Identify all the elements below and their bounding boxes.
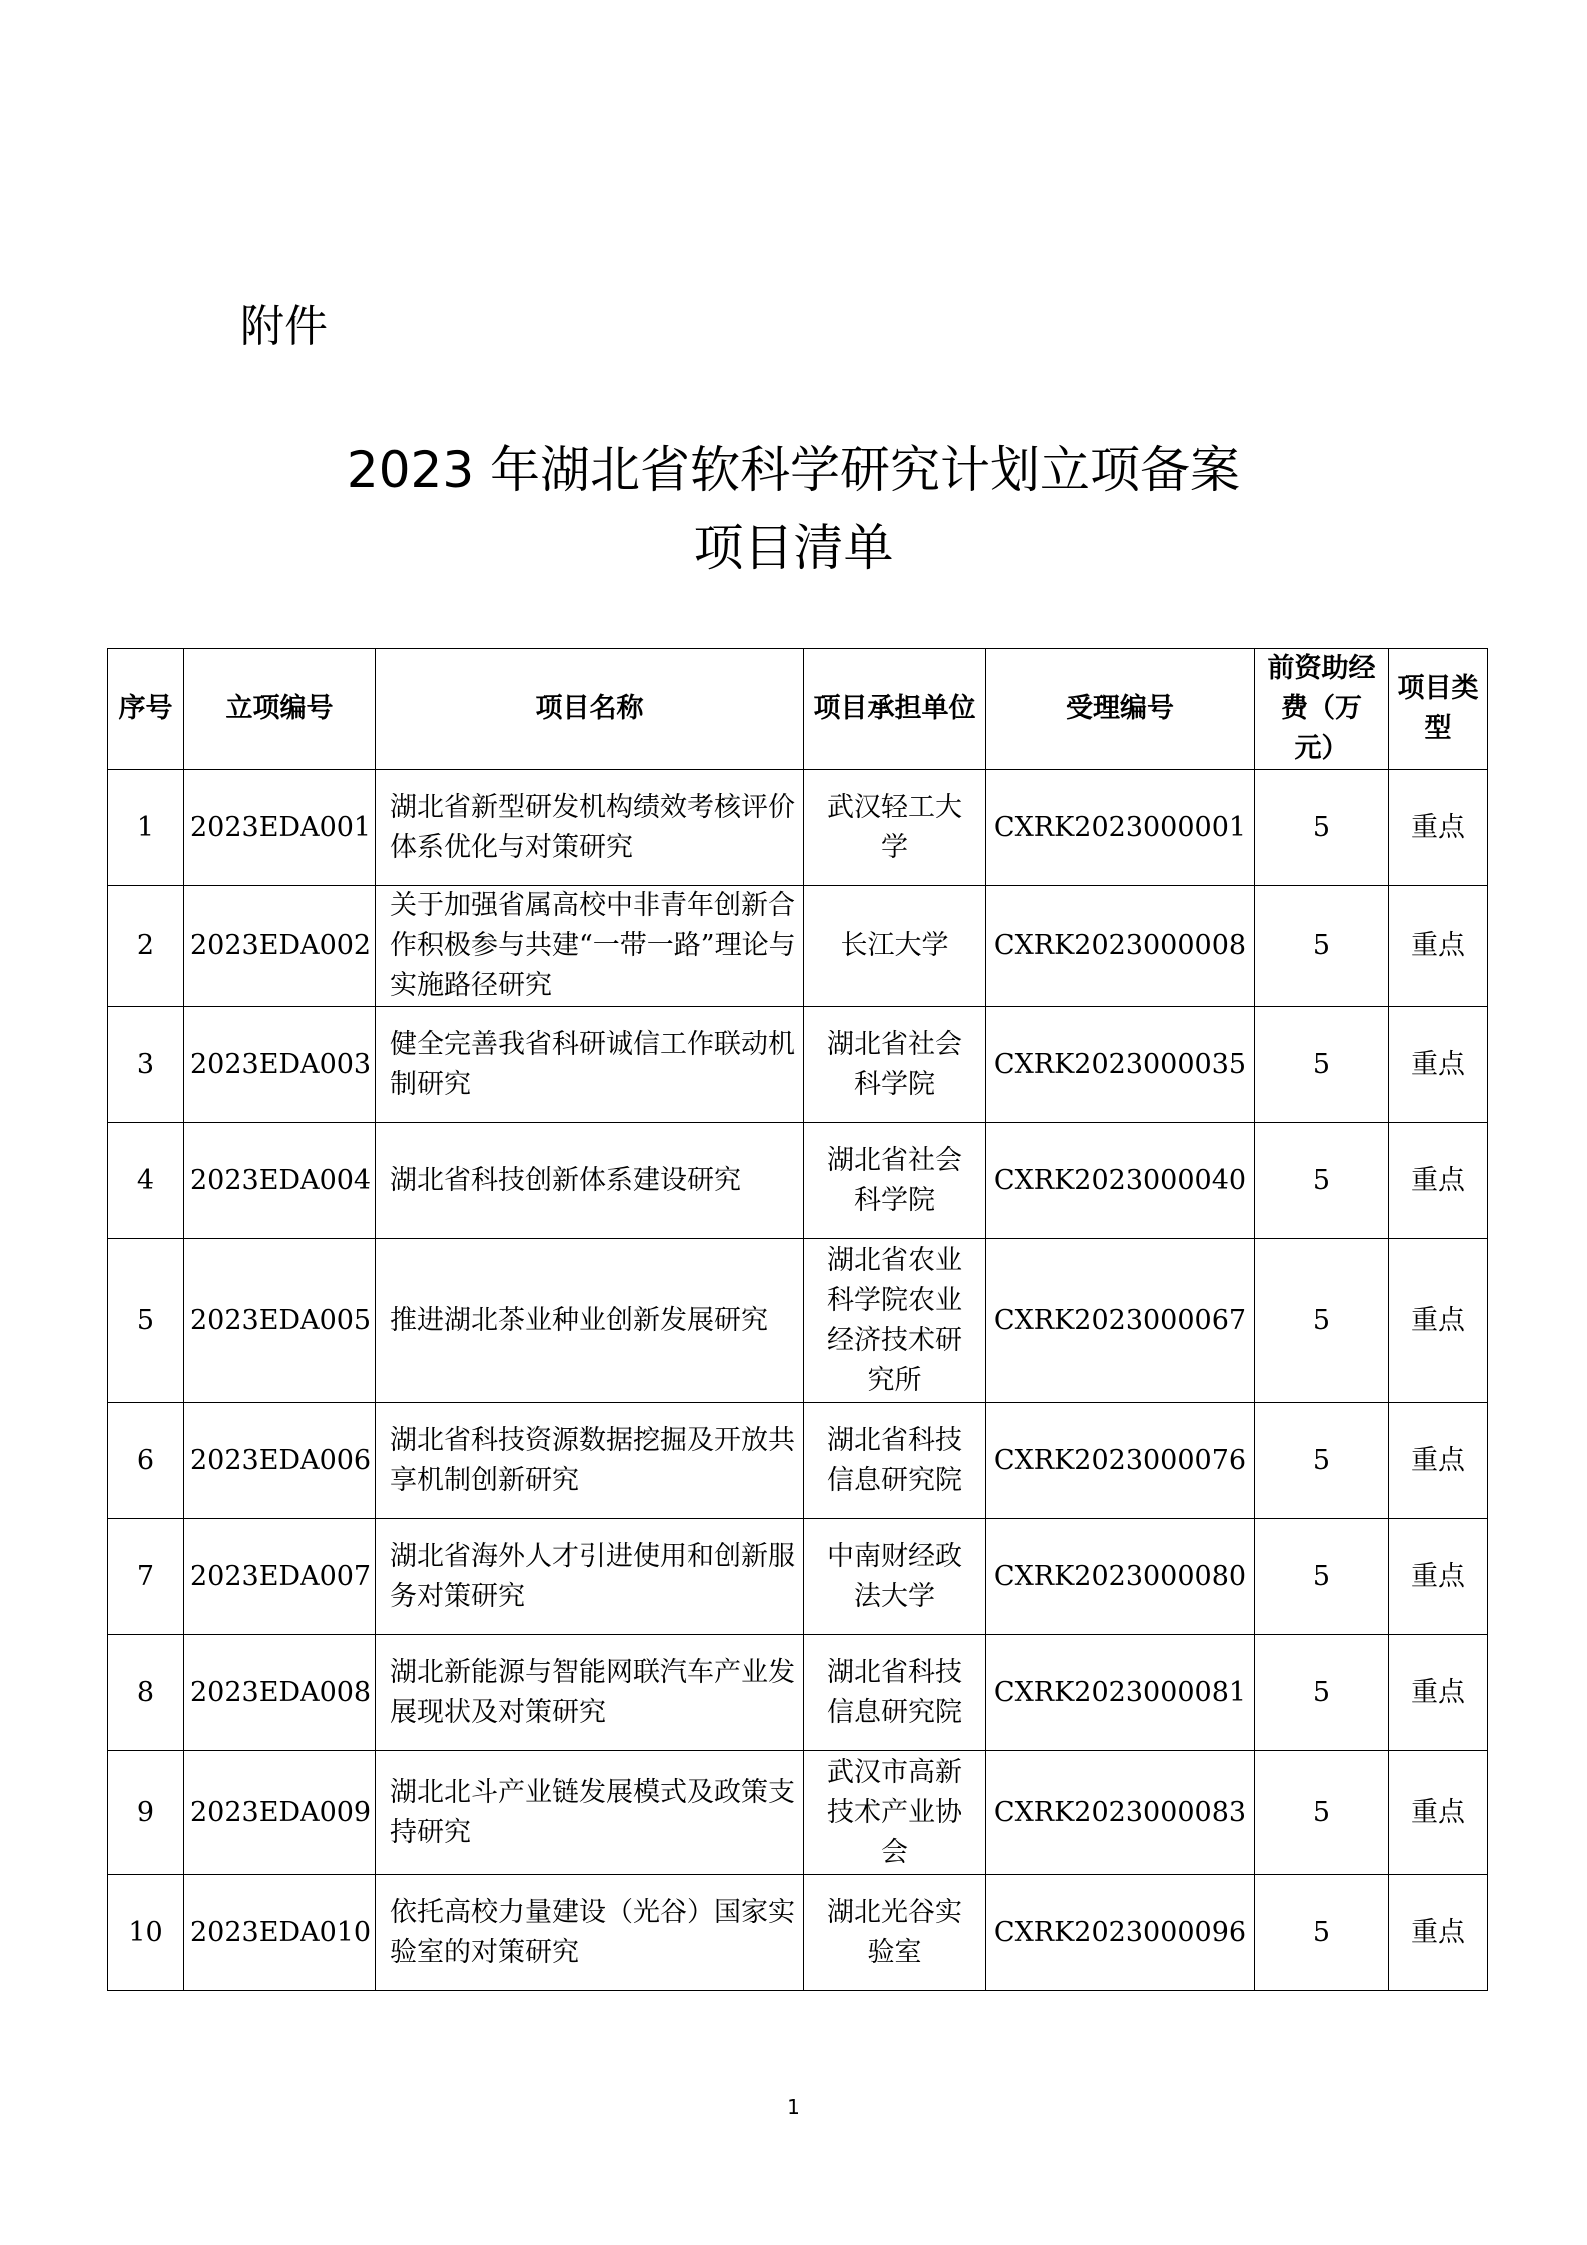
cell-unit: 中南财经政法大学	[804, 1519, 986, 1635]
table-row	[108, 1635, 1488, 1751]
cell-accept: CXRK2023000080	[986, 1519, 1255, 1635]
cell-type: 重点	[1389, 1239, 1488, 1403]
cell-name: 推进湖北茶业种业创新发展研究	[376, 1239, 804, 1403]
header-name: 项目名称	[376, 649, 804, 770]
table-row	[108, 1403, 1488, 1519]
cell-accept: CXRK2023000081	[986, 1635, 1255, 1751]
cell-type: 重点	[1389, 1635, 1488, 1751]
table-row	[108, 1007, 1488, 1123]
cell-seq: 1	[108, 770, 184, 886]
cell-seq: 3	[108, 1007, 184, 1123]
header-funding: 前资助经费（万元）	[1255, 649, 1389, 770]
cell-seq: 4	[108, 1123, 184, 1239]
cell-unit: 武汉市高新技术产业协会	[804, 1751, 986, 1875]
table-row	[108, 1239, 1488, 1403]
cell-seq: 8	[108, 1635, 184, 1751]
table-row	[108, 886, 1488, 1007]
table-row	[108, 1519, 1488, 1635]
cell-funding: 5	[1255, 1123, 1389, 1239]
cell-type: 重点	[1389, 1403, 1488, 1519]
cell-type: 重点	[1389, 1123, 1488, 1239]
cell-funding: 5	[1255, 1751, 1389, 1875]
cell-code: 2023EDA008	[184, 1635, 376, 1751]
document-title: 2023 年湖北省软科学研究计划立项备案	[346, 441, 1241, 499]
header-type: 项目类型	[1389, 649, 1488, 770]
cell-code: 2023EDA001	[184, 770, 376, 886]
cell-accept: CXRK2023000096	[986, 1875, 1255, 1991]
cell-accept: CXRK2023000040	[986, 1123, 1255, 1239]
cell-funding: 5	[1255, 1519, 1389, 1635]
cell-accept: CXRK2023000008	[986, 886, 1255, 1007]
cell-funding: 5	[1255, 1875, 1389, 1991]
cell-name: 健全完善我省科研诚信工作联动机制研究	[376, 1007, 804, 1123]
table-row	[108, 1123, 1488, 1239]
cell-seq: 5	[108, 1239, 184, 1403]
cell-type: 重点	[1389, 1751, 1488, 1875]
project-table	[107, 648, 1488, 1991]
cell-name: 湖北省科技创新体系建设研究	[376, 1123, 804, 1239]
cell-code: 2023EDA009	[184, 1751, 376, 1875]
cell-code: 2023EDA005	[184, 1239, 376, 1403]
cell-seq: 9	[108, 1751, 184, 1875]
cell-funding: 5	[1255, 1007, 1389, 1123]
cell-code: 2023EDA003	[184, 1007, 376, 1123]
cell-type: 重点	[1389, 1007, 1488, 1123]
cell-seq: 7	[108, 1519, 184, 1635]
cell-seq: 10	[108, 1875, 184, 1991]
cell-type: 重点	[1389, 1875, 1488, 1991]
cell-code: 2023EDA004	[184, 1123, 376, 1239]
table-row	[108, 770, 1488, 886]
table-header	[108, 649, 1488, 770]
header-code: 立项编号	[184, 649, 376, 770]
attachment-label: 附件	[240, 301, 328, 352]
cell-type: 重点	[1389, 770, 1488, 886]
cell-type: 重点	[1389, 886, 1488, 1007]
cell-unit: 湖北省科技信息研究院	[804, 1635, 986, 1751]
cell-type: 重点	[1389, 1519, 1488, 1635]
cell-unit: 湖北省科技信息研究院	[804, 1403, 986, 1519]
cell-code: 2023EDA006	[184, 1403, 376, 1519]
cell-accept: CXRK2023000035	[986, 1007, 1255, 1123]
page-number: 1	[787, 2095, 800, 2119]
cell-code: 2023EDA007	[184, 1519, 376, 1635]
cell-name: 湖北省海外人才引进使用和创新服务对策研究	[376, 1519, 804, 1635]
cell-unit: 长江大学	[804, 886, 986, 1007]
cell-name: 湖北新能源与智能网联汽车产业发展现状及对策研究	[376, 1635, 804, 1751]
cell-unit: 湖北省社会科学院	[804, 1123, 986, 1239]
cell-name: 依托高校力量建设（光谷）国家实验室的对策研究	[376, 1875, 804, 1991]
cell-funding: 5	[1255, 1635, 1389, 1751]
cell-funding: 5	[1255, 886, 1389, 1007]
cell-name: 湖北省科技资源数据挖掘及开放共享机制创新研究	[376, 1403, 804, 1519]
cell-code: 2023EDA010	[184, 1875, 376, 1991]
cell-accept: CXRK2023000076	[986, 1403, 1255, 1519]
cell-name: 湖北北斗产业链发展模式及政策支持研究	[376, 1751, 804, 1875]
cell-funding: 5	[1255, 1239, 1389, 1403]
cell-accept: CXRK2023000001	[986, 770, 1255, 886]
table-row	[108, 1875, 1488, 1991]
table-body	[108, 770, 1488, 1991]
cell-unit: 湖北省社会科学院	[804, 1007, 986, 1123]
header-unit: 项目承担单位	[804, 649, 986, 770]
table-row	[108, 1751, 1488, 1875]
cell-unit: 湖北省农业科学院农业经济技术研究所	[804, 1239, 986, 1403]
cell-seq: 6	[108, 1403, 184, 1519]
header-seq: 序号	[108, 649, 184, 770]
cell-accept: CXRK2023000067	[986, 1239, 1255, 1403]
cell-name: 湖北省新型研发机构绩效考核评价体系优化与对策研究	[376, 770, 804, 886]
cell-unit: 武汉轻工大学	[804, 770, 986, 886]
cell-funding: 5	[1255, 770, 1389, 886]
header-row	[108, 649, 1488, 770]
cell-unit: 湖北光谷实验室	[804, 1875, 986, 1991]
cell-code: 2023EDA002	[184, 886, 376, 1007]
cell-seq: 2	[108, 886, 184, 1007]
cell-accept: CXRK2023000083	[986, 1751, 1255, 1875]
cell-name: 关于加强省属高校中非青年创新合作积极参与共建“一带一路”理论与实施路径研究	[376, 886, 804, 1007]
document-subtitle: 项目清单	[693, 519, 894, 577]
cell-funding: 5	[1255, 1403, 1389, 1519]
header-accept: 受理编号	[986, 649, 1255, 770]
